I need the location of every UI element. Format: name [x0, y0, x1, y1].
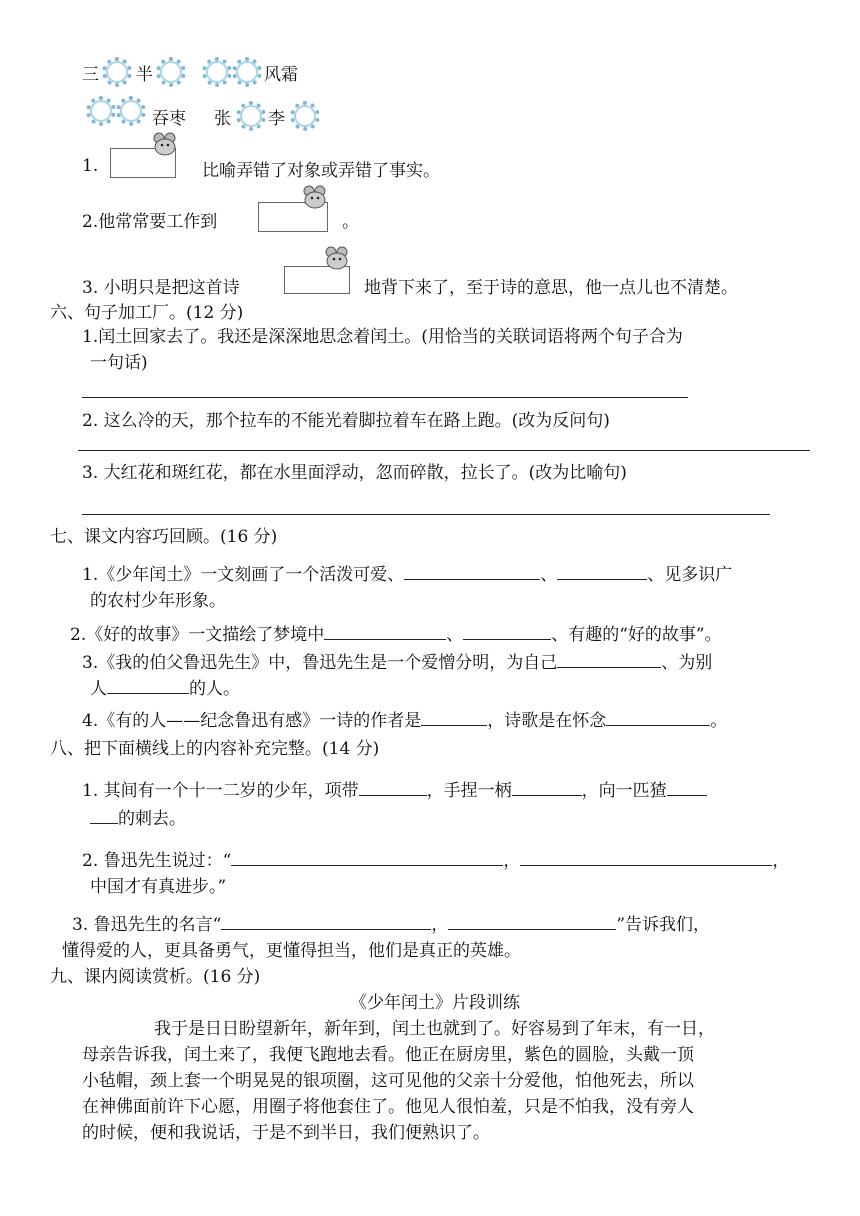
idiom-blank-circle[interactable]	[102, 57, 132, 87]
idiom-char: 吞枣	[152, 109, 186, 129]
idiom-blank-circle[interactable]	[86, 96, 116, 126]
passage-line: 母亲告诉我，闰土来了，我便飞跑地去看。他正在厨房里，紫色的圆脸，头戴一顶	[82, 1045, 694, 1065]
answer-blank[interactable]	[557, 651, 661, 668]
question-text: 一句话)	[90, 353, 148, 373]
passage-line: 我于是日日盼望新年，新年到，闰土也就到了。好容易到了年末，有一日，	[154, 1019, 715, 1039]
answer-blank[interactable]	[90, 807, 118, 824]
question-line: 的刺去。	[90, 804, 186, 829]
section-title: 九、课内阅读赏析。(16 分)	[50, 967, 261, 987]
idiom-blank-circle[interactable]	[290, 101, 320, 131]
question-text: 2.他常常要工作到	[82, 212, 218, 232]
answer-blank[interactable]	[448, 913, 616, 930]
answer-line[interactable]	[82, 397, 688, 398]
answer-blank[interactable]	[404, 563, 540, 580]
passage-line: 小毡帽，颈上套一个明晃晃的银项圈，这可见他的父亲十分爱他，怕他死去，所以	[82, 1071, 694, 1091]
question-text: 懂得爱的人，更具备勇气，更懂得担当，他们是真正的英雄。	[62, 941, 521, 961]
idiom-char: 半	[136, 65, 153, 85]
idiom-blank-circle[interactable]	[116, 96, 146, 126]
question-number: 1.	[82, 156, 99, 176]
question-line: 1.《少年闰土》一文刻画了一个活泼可爱、 、 、见多识广	[82, 565, 733, 585]
answer-line[interactable]	[78, 450, 810, 451]
idiom-char: 张	[214, 109, 231, 129]
answer-blank[interactable]	[463, 623, 551, 640]
section-title: 七、课文内容巧回顾。(16 分)	[50, 527, 278, 547]
question-text: 的农村少年形象。	[90, 591, 226, 611]
answer-blank[interactable]	[231, 849, 503, 866]
question-line: 2.《好的故事》一文描绘了梦境中 、 、有趣的“好的故事”。	[70, 625, 722, 645]
question-text: 中国才有真进步。”	[90, 877, 227, 897]
mouse-icon	[150, 132, 180, 158]
question-text: 3. 小明只是把这首诗	[82, 278, 240, 298]
mouse-icon	[322, 246, 352, 272]
answer-blank[interactable]	[359, 779, 427, 796]
mouse-icon	[300, 185, 330, 211]
question-text: 2. 这么冷的天，那个拉车的不能光着脚拉着车在路上跑。(改为反问句)	[82, 411, 610, 431]
idiom-char: 李	[268, 109, 285, 129]
answer-blank[interactable]	[421, 709, 487, 726]
answer-blank[interactable]	[324, 623, 446, 640]
answer-blank[interactable]	[606, 709, 710, 726]
idiom-char: 风霜	[264, 65, 298, 85]
question-text: 比喻弄错了对象或弄错了事实。	[202, 161, 440, 181]
answer-blank[interactable]	[512, 779, 582, 796]
answer-blank[interactable]	[667, 779, 707, 796]
section-title: 八、把下面横线上的内容补充完整。(14 分)	[50, 739, 380, 759]
question-line: 4.《有的人——纪念鲁迅有感》一诗的作者是 ，诗歌是在怀念 。	[82, 711, 728, 731]
idiom-blank-circle[interactable]	[236, 101, 266, 131]
passage-line: 在神佛面前许下心愿，用圈子将他套住了。他见人很怕羞，只是不怕我，没有旁人	[82, 1097, 694, 1117]
question-end: 。	[342, 212, 359, 232]
question-text: 地背下来了，至于诗的意思，他一点儿也不清楚。	[364, 278, 738, 298]
passage-line: 的时候，便和我说话，于是不到半日，我们便熟识了。	[82, 1123, 490, 1143]
question-text: 1.闰土回家去了。我还是深深地思念着闰土。(用恰当的关联词语将两个句子合为	[82, 327, 683, 347]
idiom-blank-circle[interactable]	[232, 57, 262, 87]
answer-blank[interactable]	[107, 677, 189, 694]
idiom-blank-circle[interactable]	[202, 57, 232, 87]
question-line: 3.《我的伯父鲁迅先生》中，鲁迅先生是一个爱憎分明，为自己 、为别	[82, 653, 713, 673]
section-title: 六、句子加工厂。(12 分)	[50, 303, 244, 323]
passage-title: 《少年闰土》片段训练	[350, 993, 520, 1013]
answer-line[interactable]	[82, 514, 770, 515]
question-line: 1. 其间有一个十一二岁的少年，项带 ，手捏一柄 ，向一匹猹	[82, 776, 707, 801]
idiom-char: 三	[82, 65, 99, 85]
question-text: 3. 大红花和斑红花，都在水里面浮动，忽而碎散，拉长了。(改为比喻句)	[82, 463, 627, 483]
question-line: 3. 鲁迅先生的名言“ ， ”告诉我们，	[72, 915, 711, 935]
answer-blank[interactable]	[557, 563, 647, 580]
question-line: 人 的人。	[90, 679, 240, 699]
idiom-blank-circle[interactable]	[156, 57, 186, 87]
answer-blank[interactable]	[520, 849, 772, 866]
answer-blank[interactable]	[221, 913, 431, 930]
question-line: 2. 鲁迅先生说过：“ ， ，	[82, 851, 790, 871]
